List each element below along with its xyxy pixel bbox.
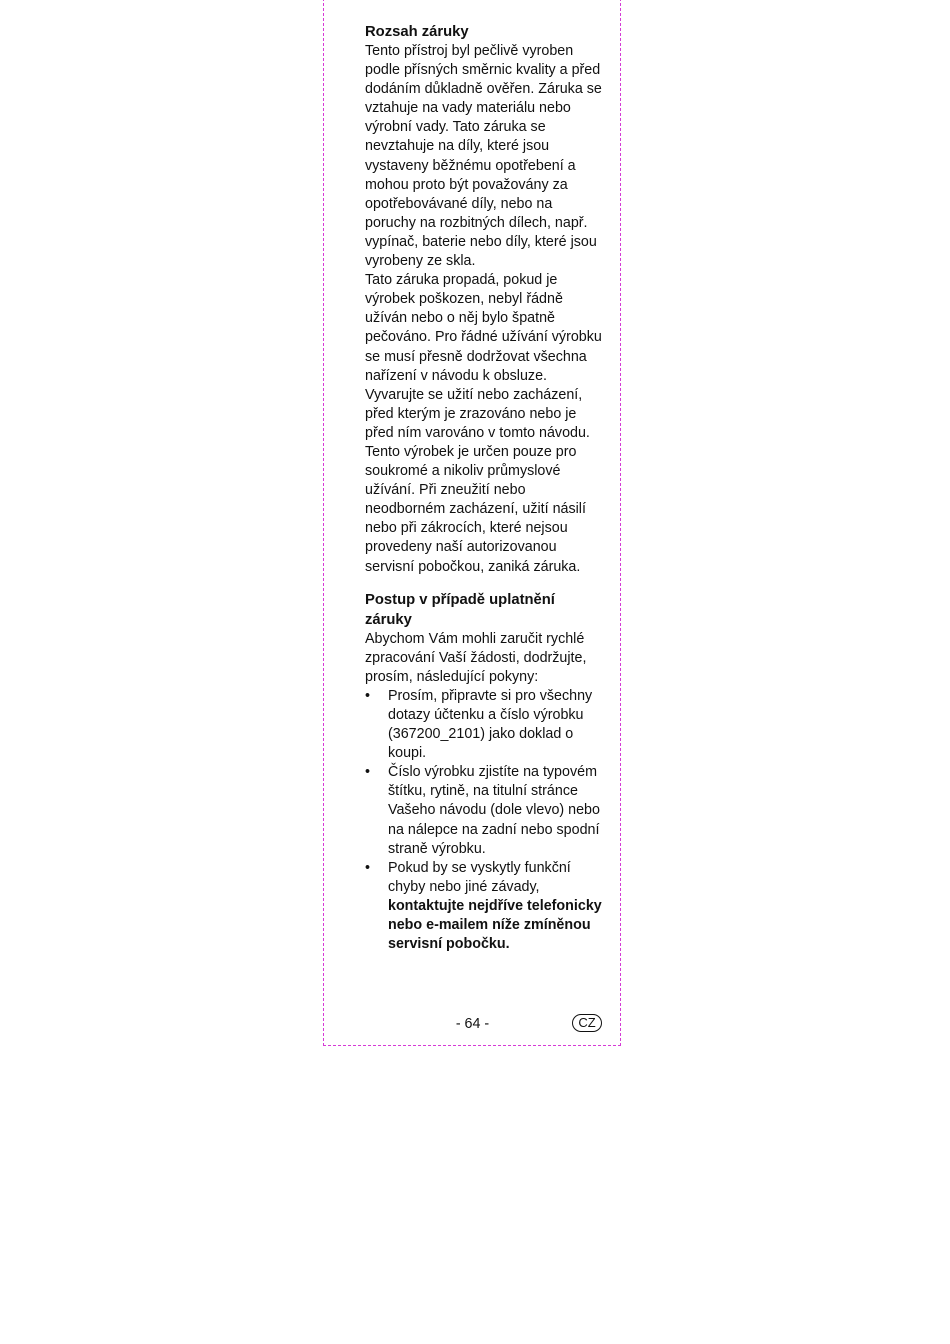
list-item-text: Číslo výrobku zjistíte na typovém štítku, rytině, na titulní stránce Vašeho návodu (dole vlevo) nebo na nálepce na zadní nebo spodní straně výrobku.	[388, 764, 600, 857]
paragraph-warranty-void: Tato záruka propadá, pokud je výrobek poškozen, nebyl řádně užíván nebo o něj bylo špatně pečováno. Pro řádné užívání výrobku se musí přesně dodržovat všechna nařízení v návodu k obsluze. Vyvarujte se užití nebo zacházení, před kterým je zrazováno nebo je před ním varováno v tomto návodu. Tento výrobek je určen pouze pro soukromé a nikoliv průmyslové užívání. Při zneužití nebo neodborném zacházení, užití násilí nebo při zákrocích, které nejsou provedeny naší autorizovanou servisní pobočkou, zaniká záruka.	[365, 272, 602, 575]
page-number: - 64 -	[455, 1016, 490, 1032]
list-item-text: Prosím, připravte si pro všechny dotazy účtenku a číslo výrobku (367200_2101) jako doklad o koupi.	[388, 687, 593, 762]
paragraph-warranty-scope: Tento přístroj byl pečlivě vyroben podle přísných směrnic kvality a před dodáním důkladně ověřen. Záruka se vztahuje na vady materiálu nebo výrobní vady. Tato záruka se nevztahuje na díly, které jsou vystaveny běžnému opotřebení a mohou proto být považovány za opotřebovávané díly, nebo na poruchy na rozbitných dílech, např. vypínač, baterie nebo díly, které jsou vyrobeny ze skla.	[365, 43, 602, 270]
bullet-icon: •	[365, 687, 371, 704]
list-item-text: Pokud by se vyskytly funkční chyby nebo jiné závady,	[388, 859, 571, 895]
list-item-emphasis: kontaktujte nejdříve telefonicky nebo e-mailem níže zmíněnou servisní pobočku.	[388, 897, 602, 953]
list-item	[365, 763, 605, 858]
section-heading-warranty-scope: Rozsah záruky	[365, 24, 469, 40]
list-item	[365, 687, 605, 763]
paragraph-claim-intro: Abychom Vám mohli zaručit rychlé zpracování Vaší žádosti, dodržujte, prosím, následující pokyny:	[365, 630, 587, 685]
list-item	[365, 859, 605, 954]
country-code-badge: CZ	[572, 1014, 602, 1032]
section-heading-claim-procedure: Postup v případě uplatnění záruky	[365, 591, 555, 628]
claim-instructions-list	[365, 687, 605, 954]
bullet-icon: •	[365, 764, 371, 781]
warranty-text-column	[365, 22, 605, 954]
bullet-icon: •	[365, 859, 371, 876]
